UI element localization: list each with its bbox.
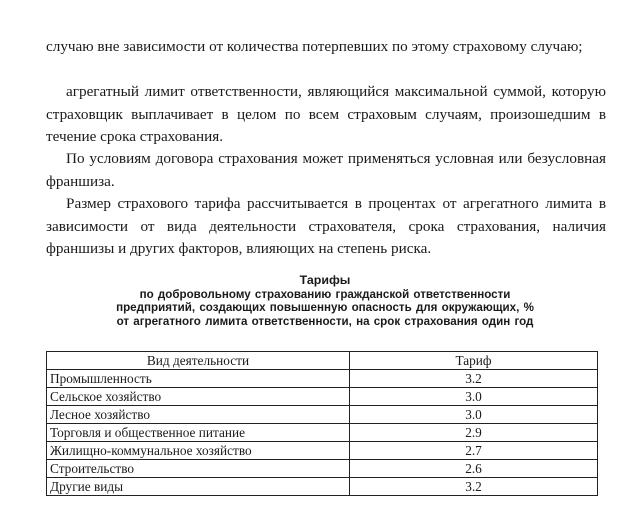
table-row	[47, 442, 598, 460]
table-row	[47, 370, 598, 388]
rate-cell: 2.9	[350, 424, 598, 442]
table-header-row	[47, 352, 598, 370]
header-rate: Тариф	[350, 352, 598, 370]
rate-cell: 2.6	[350, 460, 598, 478]
activity-cell: Торговля и общественное питание	[47, 424, 350, 442]
table-title-line-2: предприятий, создающих повышенную опасность для окружающих, %	[116, 301, 534, 315]
header-activity: Вид деятельности	[47, 352, 350, 370]
table-title-line-1: по добровольному страхованию гражданской ответственности	[139, 287, 511, 301]
table-row	[47, 460, 598, 478]
table-title-line-3: от агрегатного лимита ответственности, на срок страхования один год	[116, 314, 534, 328]
rate-cell: 3.2	[350, 370, 598, 388]
table-title-main: Тарифы	[299, 273, 351, 287]
rate-cell: 3.0	[350, 406, 598, 424]
paragraph-1: случаю вне зависимости от количества потерпевших по этому страховому случаю;	[46, 38, 583, 55]
table-row	[47, 478, 598, 496]
rate-cell: 2.7	[350, 442, 598, 460]
tariffs-table	[46, 351, 598, 496]
table-title	[40, 274, 610, 328]
rate-cell: 3.0	[350, 388, 598, 406]
paragraph-4: Размер страхового тарифа рассчитывается в процентах от агрегатного лимита в зависимости от вида деятельности страхователя, срока страхования, наличия франшизы и других факторов, влияющих на степень риска.	[46, 195, 606, 257]
paragraph-2: агрегатный лимит ответственности, являющийся максимальной суммой, которую страховщик выплачивает в целом по всем страховым случаям, произошедшим в течение срока страхования.	[46, 83, 606, 145]
activity-cell: Жилищно-коммунальное хозяйство	[47, 442, 350, 460]
table-row	[47, 406, 598, 424]
paragraph-3: По условиям договора страхования может применяться условная или безусловная франшиза.	[46, 150, 606, 190]
activity-cell: Промышленность	[47, 370, 350, 388]
table-row	[47, 424, 598, 442]
activity-cell: Лесное хозяйство	[47, 406, 350, 424]
activity-cell: Сельское хозяйство	[47, 388, 350, 406]
activity-cell: Другие виды	[47, 478, 350, 496]
table-row	[47, 388, 598, 406]
rate-cell: 3.2	[350, 478, 598, 496]
activity-cell: Строительство	[47, 460, 350, 478]
